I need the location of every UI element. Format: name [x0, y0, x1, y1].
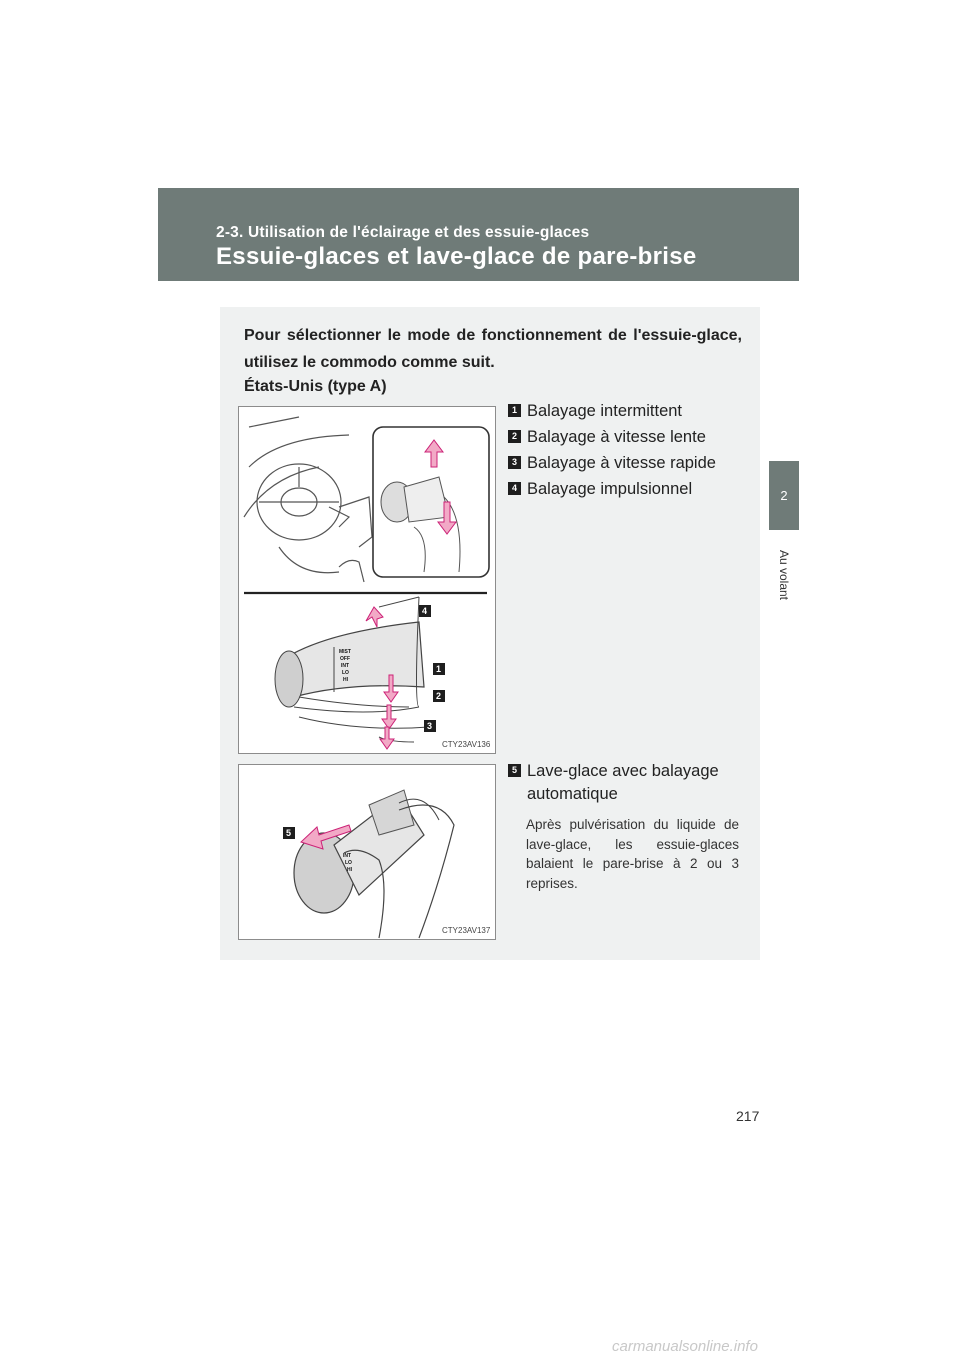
svg-text:INT: INT [341, 663, 350, 669]
svg-text:MIST: MIST [339, 649, 351, 655]
svg-text:HI: HI [347, 867, 352, 873]
svg-text:OFF: OFF [340, 656, 350, 662]
list-item [508, 480, 692, 499]
svg-text:4: 4 [422, 606, 428, 616]
item-number-badge: 2 [508, 430, 521, 443]
item-number-badge: 4 [508, 482, 521, 495]
list-item [508, 428, 706, 447]
washer-figure [238, 764, 496, 940]
item-note: Après pulvérisation du liquide de lave-glace, les essuie-glaces balaient le pare-brise à 2 ou 3 reprises. [526, 817, 739, 891]
figure-code: CTY23AV137 [442, 926, 491, 935]
svg-text:INT: INT [343, 853, 352, 859]
svg-text:1: 1 [436, 664, 442, 674]
list-item [508, 454, 716, 473]
watermark: carmanualsonline.info [612, 1338, 758, 1355]
item-label-continued: automatique [527, 785, 618, 803]
item-label: Lave-glace avec balayage [527, 762, 719, 780]
chapter-number: 2 [780, 488, 788, 503]
washer-illustration [239, 765, 495, 939]
svg-text:LO: LO [342, 670, 349, 676]
svg-text:2: 2 [436, 691, 442, 701]
item-number-badge: 5 [508, 764, 521, 777]
svg-text:LO: LO [345, 860, 352, 866]
list-item [508, 760, 740, 806]
item-label: Balayage impulsionnel [527, 480, 693, 498]
item-label: Balayage à vitesse lente [527, 428, 706, 446]
item-number-badge: 1 [508, 404, 521, 417]
chapter-label-container [772, 540, 796, 620]
figure-code: CTY23AV136 [442, 740, 491, 749]
item-number-badge: 3 [508, 456, 521, 469]
chapter-label: Au volant [777, 549, 791, 601]
page-title: Essuie-glaces et lave-glace de pare-brise [216, 243, 697, 270]
region-subhead: États-Unis (type A) [244, 378, 387, 395]
list-item [508, 402, 682, 421]
page-number: 217 [736, 1108, 760, 1124]
item-label: Balayage intermittent [527, 402, 683, 420]
wiper-lever-illustration [239, 407, 495, 753]
section-header [158, 188, 799, 281]
svg-text:3: 3 [427, 721, 433, 731]
item-label: Balayage à vitesse rapide [527, 454, 716, 472]
svg-text:5: 5 [286, 828, 292, 838]
section-title: 2-3. Utilisation de l'éclairage et des essuie-glaces [216, 224, 590, 241]
intro-text: Pour sélectionner le mode de fonctionnement de l'essuie-glace, utilisez le commodo comme suit. [244, 327, 742, 371]
chapter-tab[interactable] [769, 461, 799, 530]
svg-text:HI: HI [343, 677, 348, 683]
wiper-lever-figure [238, 406, 496, 754]
